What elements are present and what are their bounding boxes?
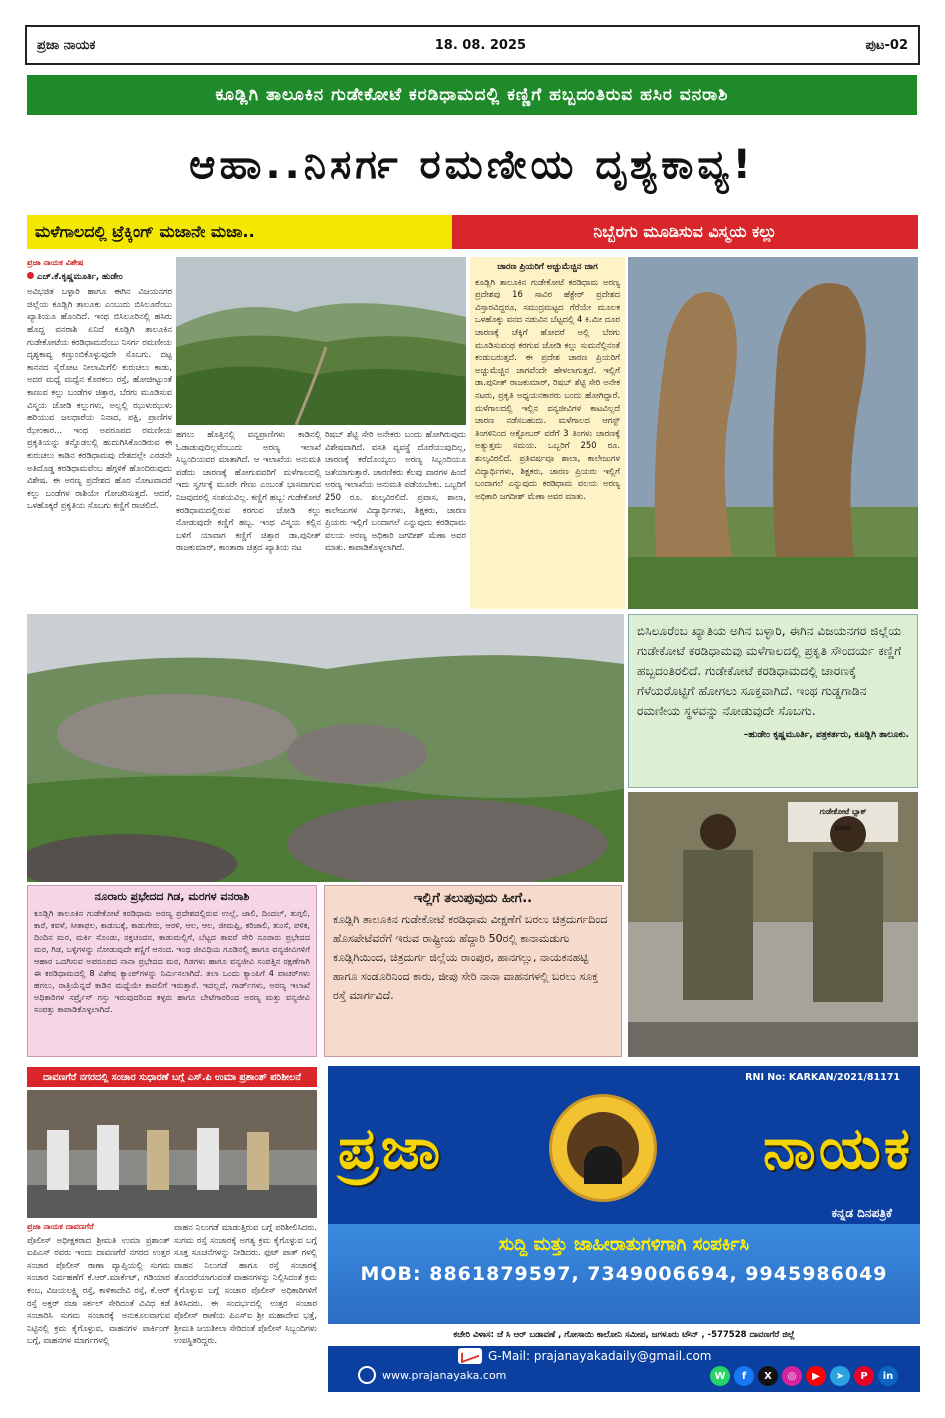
bullet-icon (27, 272, 34, 279)
byline (27, 271, 172, 284)
newspaper-advert (328, 1066, 920, 1392)
article-col1-text: ಅವಿಭಜಿತ ಬಳ್ಳಾರಿ ಹಾಗೂ ಈಗಿನ ವಿಜಯನಗರ ಜಿಲ್ಲೆಯ ಕೂಡ್ಲಿಗಿ ತಾಲೂಕು ಎಂಬುದು ಬಿಸಿಲೂರೆಂಬು ಖ್ಯಾತಿಯೂ ಹೊಂದಿದೆ. ಇಂಥ ಬಿಸಿಲೂರಿನಲ್ಲಿ ಹಸಿರು ಹೊದ್ದ ವನರಾಶಿ ಏನಿದೆ ಕೂಡ್ಲಿಗಿ ತಾಲೂಕಿನ ಗುಡೇಕೋಟೆಯ ಕರಡಿಧಾಮದೆಂಬು ನಿಸರ್ಗ ರಮಣೀಯ ದೃಶ್ಯಕಾವ್ಯ ಕಣ್ತುಂಬಿಕೊಳ್ಳುವುದೇ ಸೊಬಗು. ದಟ್ಟ ಕಾನನದ ಸೈರೋಟ ನೀಲಾಮಿಗೆಲಿ ಕುರುಚಲು ಕಾಡು, ಅದರ ಮಧ್ಯೆ ಮಧ್ಯೆನ ಕೊರಕಲು ರಸ್ತೆ, ಹೋಜೀಟ್ಟುಂತೆ ಕಾಣುವ ಕಲ್ಲು ಬಂಡೆಗಳ ಚಿತ್ತಾರ, ಬೆರಗು ಮೂಡಿಸುವ ವಿಸ್ಮಯ ಜೋಡಿ ಕಲ್ಲುಗಳು, ಅಲ್ಲಲ್ಲಿ ಝುಳುಝುಳು ಹರಿಯುವ ಜಲಧಾರೆಯ ನಿನಾದ, ಪಕ್ಷಿ, ಪ್ರಾಣಿಗಳ ಝೇಂಕಾರ... ಇಂಥ ಅಪರೂಪದ ರಮಣೀಯ ಪ್ರಕೃತಿಯನ್ನು ತನ್ನೊಡಲಲ್ಲಿ ಹುದುಗಿಸಿಕೊಂಡಿರುವ ಈ ಕುರುಚಲು ಕಾಡಿನ ಕರಡಿಧಾಮವು ದೇಶದಲ್ಲೇ ಎರಡನೇ ಅತಿದೊಡ್ಡ ಕರಡಿಧಾಮವೆಂಬ ಹೆಗ್ಗಳಿಕೆ ಹೊಂದಿರುವುದು ವಿಶೇಷ. ಈ ಅರಣ್ಯ ಪ್ರದೇಶದ ಹೊರ ನೋಟವಾದರೆ ಕಲ್ಲು ಬಂಡೆಗಳ ರಾಶಿಯೇ ಗೋಚರಿಸುತ್ತದೆ. ಆದರೆ, ಒಳಹೊಕ್ಕರೆ ಪ್ರಕೃತಿಯ ಸೊಬಗು ಕಣ್ಣಿಗೆ ರಾಚಲಿದೆ. (27, 286, 172, 511)
brand-word-right: ನಾಯಕ (763, 1113, 913, 1182)
how-to-reach-text: ಕೂಡ್ಲಿಗಿ ತಾಲೂಕಿನ ಗುಡೇಕೋಟೆ ಕರಡಿಧಾಮ ವೀಕ್ಷಣೆಗೆ ಬರಲು ಚಿತ್ರದುರ್ಗದಿಂದ ಹೊಸಪೇಟೆವರೆಗೆ ಇರುವ ರಾಷ್ಟ್ರೀಯ ಹೆದ್ದಾರಿ 50ರಲ್ಲಿ ಕಾನಾಮಡುಗು ಕೂಡ್ಲಿಗಿಯಿಂದ, ಚಿತ್ರದುರ್ಗ ಜಿಲ್ಲೆಯ ರಾಂಪುರ, ಹಾನಗಲ್ಲು, ನಾಯಕನಹಟ್ಟಿ ಹಾಗೂ ಸಂಡೂರಿನಿಂದ ಕಾರು, ಜೀಪು ಸೇರಿ ನಾನಾ ವಾಹನಗಳಲ್ಲಿ ಬರಲು ಸೂಕ್ತ ರಸ್ತೆ ಮಾರ್ಗವಿದೆ. (333, 913, 608, 1002)
masthead-bar (25, 25, 920, 65)
signboard-line-1: ಗುಡೇಕೋಟೆ ಬ್ಲಾಕ್ (819, 807, 867, 816)
quote-text: ಬಿಸಿಲೂರೆಂಬ ಖ್ಯಾತಿಯ ಅಗಿನ ಬಳ್ಳಾರಿ, ಈಗಿನ ವಿಜಯನಗರ ಜಿಲ್ಲೆಯ ಗುಡೇಕೋಟೆ ಕರಡಿಧಾಮವು ಮಳೆಗಾಲದಲ್ಲಿ ಪ್ರಕೃತಿ ಸೌಂದರ್ಯ ಕಣ್ಣಿಗೆ ಹಬ್ಬದಂತಿರಲಿದೆ. ಗುಡೇಕೋಟೆ ಕರಡಿಧಾಮದಲ್ಲಿ ಚಾರಣಕ್ಕೆ ಗೆಳೆಯರೊಟ್ಟಿಗೆ ಹೋಗಲು ಸೂಕ್ತವಾಗಿದೆ. ಇಂಥ ಗುಡ್ಡಗಾಡಿನ ರಮಣೀಯ ಸ್ಥಳವನ್ನು ನೋಡುವುದೇ ಸೊಬಗು. (637, 624, 902, 718)
quote-box (628, 614, 918, 788)
whatsapp-icon[interactable]: W (710, 1366, 730, 1386)
sidebar-trekking-spot (470, 257, 625, 609)
trees-species-box (27, 885, 317, 1057)
brand-word-left: ಪ್ರಜಾ (338, 1113, 444, 1182)
instagram-icon[interactable]: ◎ (782, 1366, 802, 1386)
photo-twin-rocks (628, 257, 918, 609)
trees-box-title: ನೂರಾರು ಪ್ರಭೇದದ ಗಿಡ, ಮರಗಳ ವನರಾಶಿ (94, 890, 250, 903)
office-address: ಕಚೇರಿ ವಿಳಾಸ: ಜೆ ಸಿ ಆರ್ ಬಡಾವಣೆ , ಗೋಸಾಯಿ ಕಾಲೋನಿ ಸಮೀಪ, ಜಗಳೂರು ಟೌನ್ , -577528 ದಾವಣಗೆರೆ ಜಿಲ್ಲೆ (328, 1324, 920, 1346)
mobile-numbers: MOB: 8861879597, 7349006694, 9945986049 (360, 1263, 888, 1285)
second-story-column-2 (174, 1221, 317, 1391)
subhead-right: ನಿಬ್ಬೆರಗು ಮೂಡಿಸುವ ವಿಸ್ಮಯ ಕಲ್ಲು (452, 215, 918, 249)
subhead-left: ಮಳೆಗಾಲದಲ್ಲಿ ಟ್ರೆಕ್ಕಿಂಗ್ ಮಜಾನೇ ಮಜಾ.. (27, 215, 452, 249)
second-story-column-1 (27, 1221, 170, 1391)
page-number: ಪುಟ-02 (865, 37, 908, 53)
article-column-3 (325, 428, 466, 609)
article-column-2 (176, 428, 321, 609)
photo-forest-hills (176, 257, 466, 425)
second-story-headline: ದಾವಣಗೆರೆ ನಗರದಲ್ಲಿ ಸಂಚಾರ ಸುಧಾರಣೆ ಬಗ್ಗೆ ಎಸ್.ಪಿ ಉಮಾ ಪ್ರಶಾಂತ್ ಪರಿಶೀಲನೆ (27, 1067, 317, 1087)
portrait-icon (567, 1112, 639, 1184)
photo-forest-guards (628, 792, 918, 1057)
section-tag: ಪ್ರಜಾ ನಾಯಕ ವಿಶೇಷ (27, 258, 84, 267)
sidebar-text: ಕೂಡ್ಲಿಗಿ ತಾಲೂಕಿನ ಗುಡೇಕೋಟೆ ಕರಡಿಧಾಮ ಅರಣ್ಯ ಪ್ರದೇಶವು 16 ಸಾವಿರ ಹೆಕ್ಟೇರ್ ಪ್ರದೇಶದ ವಿಸ್ತಾರವಿದ್ದರೂ, ಸಮುದ್ರಮಟ್ಟದ ಗೆರೆಯೇ ಮೂಲಕ ಒಳಹೊಕ್ಕು ವನದ ನಡುವಿನ ಬೆಟ್ಟದಲ್ಲಿ 4 ಕಿ.ಮೀ ದೂರ ಚಾರಣಕ್ಕೆ ಚೆಕ್ಕಿಗೆ ಹೋದರೆ ಅಲ್ಲಿ ಬೆರಗು ಮೂಡಿಸುವಂಥ ಕರಗುವ ಜೋಡಿ ಕಲ್ಲು ಸುಮನೆಲ್ಲಿನಂತೆ ಕಂಡುಬರುತ್ತದೆ. ಈ ಪ್ರದೇಶ ಚಾರಣ ಪ್ರಿಯರಿಗೆ ಅಚ್ಚುಮೆಚ್ಚಿನ ಜಾಗವೆಂದೇ ಹೇಳಲಾಗುತ್ತದೆ. ಇಲ್ಲಿಗೆ ಡಾ.ಪುನೀತ್ ರಾಜಕುಮಾರ್, ರಿಷಬ್ ಶೆಟ್ಟಿ ಸೇರಿ ಅನೇಕ ನಟರು, ಪ್ರಕೃತಿ ಅಧ್ಯಯನಕಾರರು ಬಂದು ಹೋಗಿದ್ದಾರೆ. ಮಳೆಗಾಲದಲ್ಲಿ ಇಲ್ಲಿನ ವನ್ಯಜೀವಿಗಳ ಕಾಟವಿಲ್ಲದೆ ಚಾರಣ ನಡೆಸಬಹುದು. ಮಳೆಗಾಲದ ಆಗಸ್ಟ್ ತಿಂಗಳಿನಿಂದ ಅಕ್ಟೋಬರ್ ವರೆಗೆ 3 ತಿಂಗಳು ಚಾರಣಕ್ಕೆ ಅತ್ಯುತ್ತಮ ಸಮಯ. ಒಬ್ಬರಿಗೆ 250 ರೂ. ಶುಲ್ಕವಿರಲಿದೆ. ಪ್ರತಿವರ್ಷವೂ ಶಾಲಾ, ಕಾಲೇಜುಗಳ ವಿದ್ಯಾರ್ಥಿಗಳು, ಶಿಕ್ಷಕರು, ಚಾರಣ ಪ್ರಿಯರು ಇಲ್ಲಿಗೆ ಬಂದಾಗಲೆ ಎನ್ನುವುದು ಕರಡಿಧಾಮ ವಲಯ ಅರಣ್ಯ ಅಧಿಕಾರಿ ಜಗದೀಶ್ ಮೆಣಾ ಅವರ ಮಾತು. (475, 276, 620, 501)
second-story-col1-text: ಪೊಲೀಸ್ ಅಧೀಕ್ಷಕರಾದ ಶ್ರೀಮತಿ ಉಮಾ ಪ್ರಶಾಂತ್ ಐಪಿಎಸ್ ರವರು ಇಂದು ದಾವಣಗೆರೆ ನಗರದ ಉತ್ತರ ಸಂಚಾರ ಪೊಲೀಸ್ ಠಾಣಾ ವ್ಯಾಪ್ತಿಯಲ್ಲಿ ಸುಗಮ ಸಂಚಾರ ನಿರ್ವಹಣೆಗೆ ಕೆ.ಆರ್.ಮಾರ್ಕೆಟ್, ಗಡಿಯಾರ ಕಂಬ, ವಿಜಯಲಕ್ಷ್ಮಿ ರಸ್ತೆ, ಕಾಳಿಕಾದೇವಿ ರಸ್ತೆ, ಕೆ.ಆರ್ ರಸ್ತೆ ಅಕ್ತರ್ ರಜಾ ಸರ್ಕಲ್ ಸೇರಿದಂತೆ ವಿವಿಧ ಕಡೆ ಸಂಚಾರಿಸಿ ಸುಗಮ ಸಂಚಾರಕ್ಕೆ ಅನುಕೂಲವಾಗುವ ನಿಟ್ಟಿನಲ್ಲಿ ಕ್ರಮ ಕೈಗೊಳ್ಳುವ, ವಾಹನಗಳ ಪಾರ್ಕಿಂಗ್ ಬಗ್ಗೆ, ವಾಹನಗಳ ಮಾರ್ಗಗಳಲ್ಲಿ (27, 1234, 170, 1346)
facebook-icon[interactable]: f (734, 1366, 754, 1386)
issue-date: 18. 08. 2025 (434, 37, 527, 53)
globe-icon (358, 1366, 376, 1384)
sidebar-title: ಚಾರಣ ಪ್ರಿಯರಿಗೆ ಅಚ್ಚುಮೆಚ್ಚಿನ ಜಾಗ (497, 262, 598, 272)
photo-trekkers-boulders (27, 614, 624, 882)
brand-seal (549, 1094, 657, 1202)
byline-text: ಎಚ್.ಕೆ.ಕೃಷ್ಣಮೂರ್ತಿ, ಹುಡೇಂ (37, 271, 123, 282)
social-icons-row (710, 1366, 898, 1386)
second-story-tag: ಪ್ರಜಾ ನಾಯಕ ದಾವಣಗೆರೆ (27, 1222, 94, 1231)
article-col2-text: ಹಗಲು ಹೊತ್ತಿನಲ್ಲಿ ವನ್ಯಪ್ರಾಣಿಗಳು ಕಾಡಿನಲ್ಲಿ ಓಡಾಡುವುದಿಲ್ಲವೆಂಬುದು ಅರಣ್ಯ ಇಲಾಖೆ ಸಿಬ್ಬಂದಿಯವರ ಮಾತಾಗಿದೆ. ಆ ಇಲಾಖೆಯ ಅನುಮತಿ ಪಡೆದು ಚಾರಣಕ್ಕೆ ಹೋಗುವವರಿಗೆ ಮಳೆಗಾಲದಲ್ಲಿ ಇದು ಸ್ವರ್ಗಕ್ಕೆ ಮೂರೇ ಗೇಣು ಎಂಬಂತೆ ಭಾಸವಾಗುವ ನಿಜವುದರಲ್ಲಿ ಸಂಶಯವಿಲ್ಲ. ಕಣ್ಣಿಗೆ ಹಬ್ಬ: ಗುಡೇಕೋಟೆ ಕರಡಿಧಾಮದಲ್ಲಿರುವ ಕರಗುವ ಜೋಡಿ ಕಲ್ಲು ನೋಡುವುದೇ ಕಣ್ಣಿಗೆ ಹಬ್ಬ. ಇಂಥ ವಿಸ್ಮಯ ಕಲ್ಲಿನ ಬಳಿಗೆ ಯಾವಾಗ ಕಣ್ಣಿಗೆ ಚಿತ್ತಾರ ಡಾ.ಪುನೀತ್ ರಾಜಕುಮಾರ್, ಕಾಂತಾರಾ ಚಿತ್ರದ ಖ್ಯಾತಿಯ ನಟ (176, 429, 321, 553)
how-to-reach-box (324, 885, 622, 1057)
paper-name: ಪ್ರಜಾ ನಾಯಕ (37, 37, 96, 53)
pinterest-icon[interactable]: P (854, 1366, 874, 1386)
gmail-contact (458, 1348, 711, 1364)
brand-logo (338, 1088, 913, 1208)
main-headline: ಆಹಾ..ನಿಸರ್ಗ ರಮಣೀಯ ದೃಶ್ಯಕಾವ್ಯ! (189, 142, 755, 188)
kicker-strap: ಕೂಡ್ಲಿಗಿ ತಾಲೂಕಿನ ಗುಡೇಕೋಟೆ ಕರಡಿಧಾಮದಲ್ಲಿ ಕಣ್ಣಿಗೆ ಹಬ್ಬದಂತಿರುವ ಹಸಿರ ವನರಾಶಿ (27, 75, 917, 115)
article-col3-text: ರಿಷಬ್ ಶೆಟ್ಟಿ ಸೇರಿ ಅನೇಕರು ಬಂದು ಹೋಗಿರುವುದು ವಿಶೇಷವಾಗಿದೆ. ವಸತಿ ವ್ಯವಸ್ಥೆ ದೊರೆಯುವುದಿಲ್ಲ, ಚಾರಣಕ್ಕೆ ಕರೆದೊಯ್ಯಲು ಅರಣ್ಯ ಸಿಬ್ಬಂದಿಯೂ ಜತೆಯಾಗುತ್ತಾರೆ. ಚಾರಣಿಕರು ಕೆಲವು ವಾರಗಳ ಹಿಂದೆ ಅರಣ್ಯ ಇಲಾಖೆಯ ಅನುಮತಿ ಪಡೆಯಬೇಕು. ಒಬ್ಬರಿಗೆ 250 ರೂ. ಶುಲ್ಕವಿರಲಿದೆ. ಪ್ರವಾಸ, ಶಾಲಾ, ಕಾಲೇಜುಗಳ ವಿದ್ಯಾರ್ಥಿಗಳು, ಶಿಕ್ಷಕರು, ಚಾರಣ ಪ್ರಿಯರು ಇಲ್ಲಿಗೆ ಬಂದಾಗಲೆ ಎನ್ನುವುದು ಕರಡಿಧಾಮ ವಲಯ ಅರಣ್ಯ ಅಧಿಕಾರಿ ಜಗದೀಶ್ ಮೆಣಾ ಅವರ ಮಾತು. ಕಾಪಾಡಿಕೊಳ್ಳಲಾಗಿದೆ. (325, 429, 466, 553)
daily-subtitle: ಕನ್ನಡ ದಿನಪತ್ರಿಕೆ (831, 1206, 892, 1220)
trees-box-text: ಕೂಡ್ಲಿಗಿ ತಾಲೂಕಿನ ಗುಡೇಕೋಟೆ ಕರಡಿಧಾಮ ಅರಣ್ಯ ಪ್ರದೇಶದಲ್ಲಿರುವ ಉಲ್ಲೆ, ಜಾಲಿ, ದಿಂದಲ್, ತುಗ್ಗಲಿ, ಕಾರೆ, ಕವಳೆ, ಸೀತಾಫಲ, ಕಾಡುಬಕ್ಕೆ, ಕಾಡುಗೇರು, ಆರಳಿ, ಆಲ, ಆಲ, ಜೀಮಪ್ಪಿ, ಕರಿಜಾಲಿ, ತುಂಸೆ, ಪಳಿಕ, ದಿಂದಿನ ಮರ, ಮರ್ಕಿ ಸೊಂಡು, ರಕ್ತಚಂದನ, ಕಾಡುಮಲ್ಲಿಗೆ, ಬೆಟ್ಟದ ತಾವರೆ ಸೇರಿ ನೂರಾರು ಪ್ರಭೇದದ ಮರ, ಗಿಡ, ಬಳ್ಳಿಗಳನ್ನು ನೋಡುವುದೇ ಕಣ್ಣಿಗೆ ಆನಂದ. ಇಂಥ ಜೀವಿಧಿಯ ಗೂಡಿನಲ್ಲಿ ಹಾಗೂ ವನ್ಯಜೀವಿಗಳಿಗೆ ಆಹಾರ ಒದಗಿಸುವ ಅಪರೂಪದ ನಾನಾ ಪ್ರಭೇದದ ಮರ, ಗಿಡಗಳು ಹಾಗೂ ವನ್ಯಜೀವಿ ಸಂಪತ್ತಿನ ರಕ್ಷಣೆಗಾಗಿ ಈ ಕರಡಿಧಾಮದಲ್ಲಿ 8 ವಿಶೇಷ ಕ್ಯಾಂಪ್‌ಗಳನ್ನು ನಿರ್ಮಿಸಲಾಗಿದೆ. ತಲಾ ಒಂದು ಕ್ಯಾಂಪಿಗೆ 4 ವಾಚರ್‌ಗಳು ಹಗಲು, ರಾತ್ರಿಯೆನ್ನದೆ ಕಾಡಿನ ಮಧ್ಯೆಯೇ ಕಾವಲಿಗೆ ಇರುತ್ತಾರೆ. ಇದಲ್ಲದೆ, ಗಾರ್ಡ್‌ಗಳು, ಅರಣ್ಯ ಇಲಾಖೆ ಅಧಿಕಾರಿಗಳ ಸರ್ಪ್ರೈಸ್ ಗಸ್ತು ಇರುವುದರಿಂದ ಕಳ್ಳರು ಹಾಗೂ ಬೇಟೆಗಾರರಿಂದ ಅರಣ್ಯ ಮತ್ತು ವನ್ಯಜೀವಿ ಸಂಪತ್ತು ಕಾಪಾಡಿಕೊಳ್ಳಲಾಗಿದೆ. (34, 908, 310, 1014)
article-column-1 (27, 257, 172, 609)
contact-panel (328, 1224, 920, 1324)
youtube-icon[interactable]: ▶ (806, 1366, 826, 1386)
linkedin-icon[interactable]: in (878, 1366, 898, 1386)
photo-traffic-police (27, 1090, 317, 1218)
second-story-col2-text: ವಾಹನ ನಿಲುಗಡೆ ಮಾಡುತ್ತಿರುವ ಬಗ್ಗೆ ಪರಿಶೀಲಿಸಿದರು. ಸುಗಮ ರಸ್ತೆ ಸಂಚಾರಕ್ಕೆ ಅಗತ್ಯ ಕ್ರಮ ಕೈಗೊಳ್ಳುವ ಬಗ್ಗೆ ಸೂಕ್ತ ಸೂಚನೆಗಳನ್ನು ನೀಡಿದರು. ಫುಟ್ ಪಾತ್ ಗಳಲ್ಲಿ ವಾಹನ ನಿಲುಗಡೆ ಹಾಗೂ ರಸ್ತೆ ಸಂಚಾರಕ್ಕೆ ತೊಂದರೆಯಾಗುವಂತೆ ವಾಹನಗಳನ್ನು ನಿಲ್ಲಿಸಿದಂತೆ ಕ್ರಮ ಕೈಗೊಳ್ಳುವ ಬಗ್ಗೆ ಸಂಚಾರ ಪೊಲೀಸ್ ಅಧಿಕಾರಿಗಳಿಗೆ ತಿಳಿಸಿದರು. ಈ ಸಂದರ್ಭದಲ್ಲಿ ಉತ್ತರ ಸಂಚಾರ ಪೊಲೀಸ್ ಠಾಣೆಯ ಪಿಎಸ್ಐ ಶ್ರೀ ಮಹಾದೇವ ಭತ್ತೆ, ಶ್ರೀಮತಿ ಜಯಶೀಲಾ ಸೇರಿದಂತೆ ಪೊಲೀಸ್ ಸಿಬ್ಬಂದಿಗಳು ಉಪಸ್ಥಿತರಿದ್ದರು. (174, 1222, 317, 1346)
website-link[interactable] (358, 1366, 506, 1384)
rni-number: RNI No: KARKAN/2021/81171 (745, 1072, 900, 1083)
mail-icon (458, 1348, 482, 1364)
x-icon[interactable]: X (758, 1366, 778, 1386)
signboard-line-2: ಬರಾವ (834, 823, 852, 832)
telegram-icon[interactable]: ➤ (830, 1366, 850, 1386)
signboard (788, 804, 898, 836)
contact-heading: ಸುದ್ದಿ ಮತ್ತು ಜಾಹೀರಾತುಗಳಿಗಾಗಿ ಸಂಪರ್ಕಿಸಿ (498, 1234, 750, 1255)
website-text[interactable]: www.prajanayaka.com (382, 1368, 507, 1382)
how-to-reach-title: ಇಲ್ಲಿಗೆ ತಲುಪುವುದು ಹೀಗೆ.. (413, 891, 533, 906)
gmail-text: G-Mail: prajanayakadaily@gmail.com (488, 1349, 712, 1363)
quote-signature: –ಹುಡೇಂ ಕೃಷ್ಣಮೂರ್ತಿ, ಪತ್ರಕರ್ತರು, ಕೂಡ್ಲಿಗಿ ತಾಲೂಕು. (743, 730, 909, 740)
